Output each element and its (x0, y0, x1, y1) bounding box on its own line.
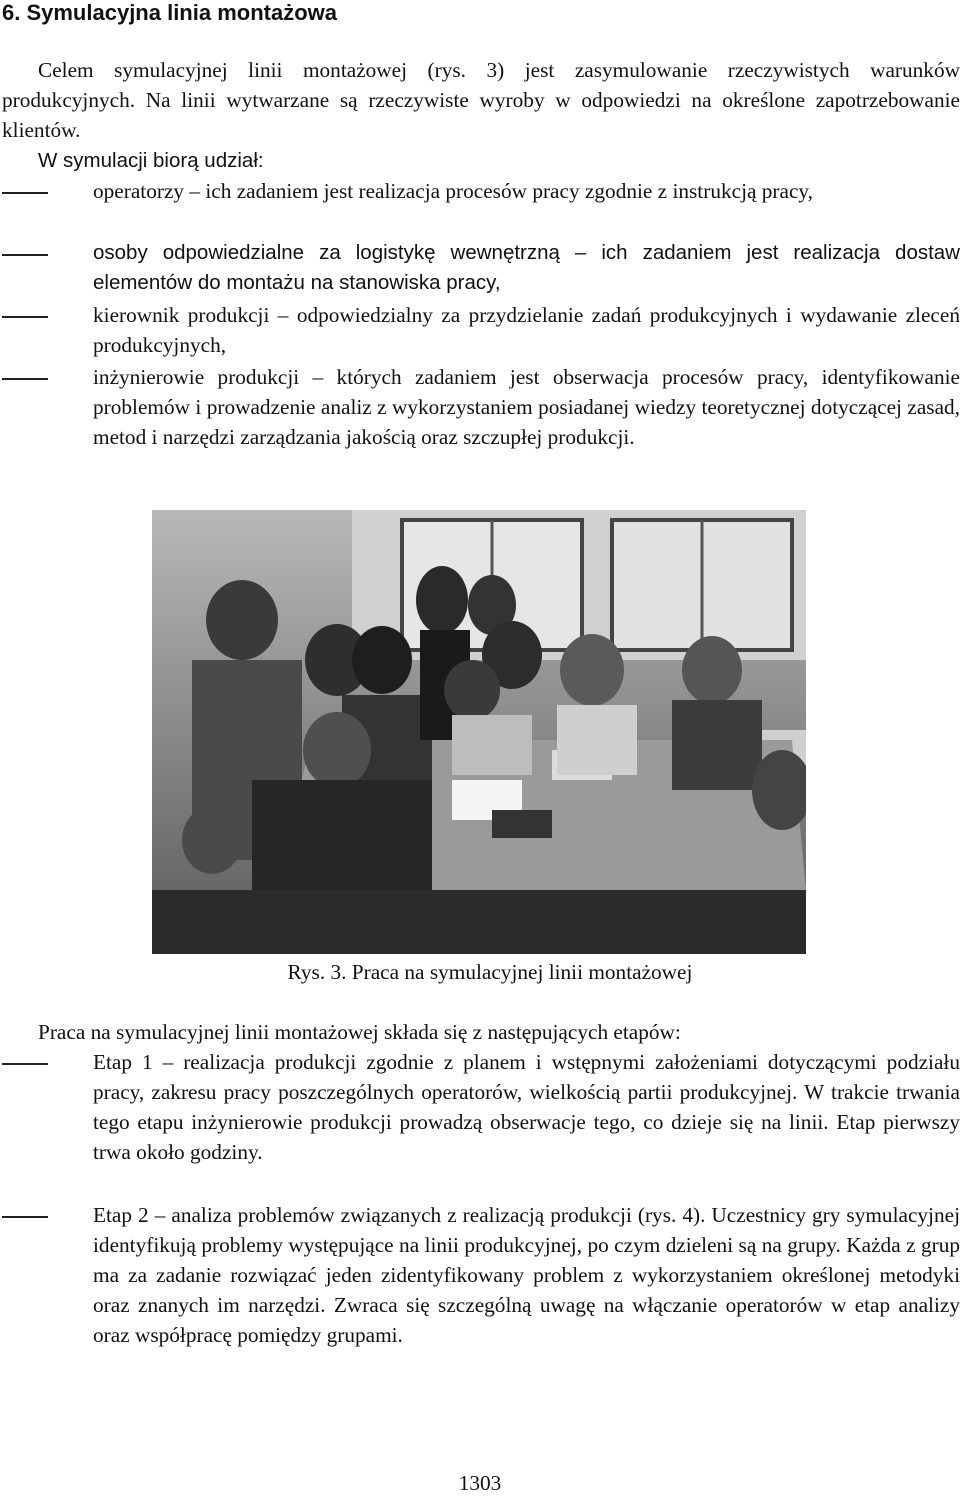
intro-paragraph: Celem symulacyjnej linii montażowej (rys. 3) jest zasymulowanie rzeczywistych warunków produkcyjnych. Na linii wytwarzane są rzeczywiste wyroby w odpowiedzi na określone zapotrzebowanie klientów. (2, 58, 960, 142)
stages-intro: Praca na symulacyjnej linii montażowej składa się z następujących etapów: (38, 1020, 681, 1044)
participant-text: operatorzy – ich zadaniem jest realizacja procesów pracy zgodnie z instrukcją pracy, (93, 179, 813, 203)
dash-bullet (2, 316, 48, 318)
participant-text: kierownik produkcji – odpowiedzialny za przydzielanie zadań produkcyjnych i wydawanie zleceń produkcyjnych, (93, 303, 960, 357)
participant-text: osoby odpowiedzialne za logistykę wewnętrzną – ich zadaniem jest realizacja dostaw elementów do montażu na stanowiska pracy, (93, 241, 960, 294)
dash-bullet (2, 378, 48, 380)
dash-bullet (2, 1216, 48, 1218)
dash-bullet (2, 254, 48, 256)
assembly-line-photo (152, 510, 806, 954)
dash-bullet (2, 1063, 48, 1065)
figure-caption: Rys. 3. Praca na symulacyjnej linii montażowej (287, 960, 693, 984)
stage-text: Etap 2 – analiza problemów związanych z realizacją produkcji (rys. 4). Uczestnicy gry symulacyjnej identyfikują problemy występujące na linii produkcyjnej, po czym dzieleni są na grupy. Każda z grup ma za zadanie rozwiązać jeden zidentyfikowany problem z wykorzystaniem określonej metodyki oraz znanych im narzędzi. Zwraca się szczególną uwagę na włączanie operatorów w etap analizy oraz współpracę pomiędzy grupami. (93, 1203, 960, 1347)
page-number: 1303 (458, 1471, 502, 1495)
dash-bullet (2, 192, 48, 194)
stage-text: Etap 1 – realizacja produkcji zgodnie z planem i wstępnymi założeniami dotyczącymi podziału pracy, zakresu pracy poszczególnych operatorów, wielkością partii produkcyjnej. W trakcie trwania tego etapu inżynierowie produkcji prowadzą obserwacje tego, co dzieje się na linii. Etap pierwszy trwa około godziny. (93, 1050, 960, 1164)
participant-text: inżynierowie produkcji – których zadaniem jest obserwacja procesów pracy, identyfikowanie problemów i prowadzenie analiz z wykorzystaniem posiadanej wiedzy teoretycznej dotyczącej zasad, metod i narzędzi zarządzania jakością oraz szczupłej produkcji. (93, 365, 960, 449)
section-heading: 6. Symulacyjna linia montażowa (2, 0, 337, 25)
participants-intro: W symulacji biorą udział: (38, 149, 264, 172)
